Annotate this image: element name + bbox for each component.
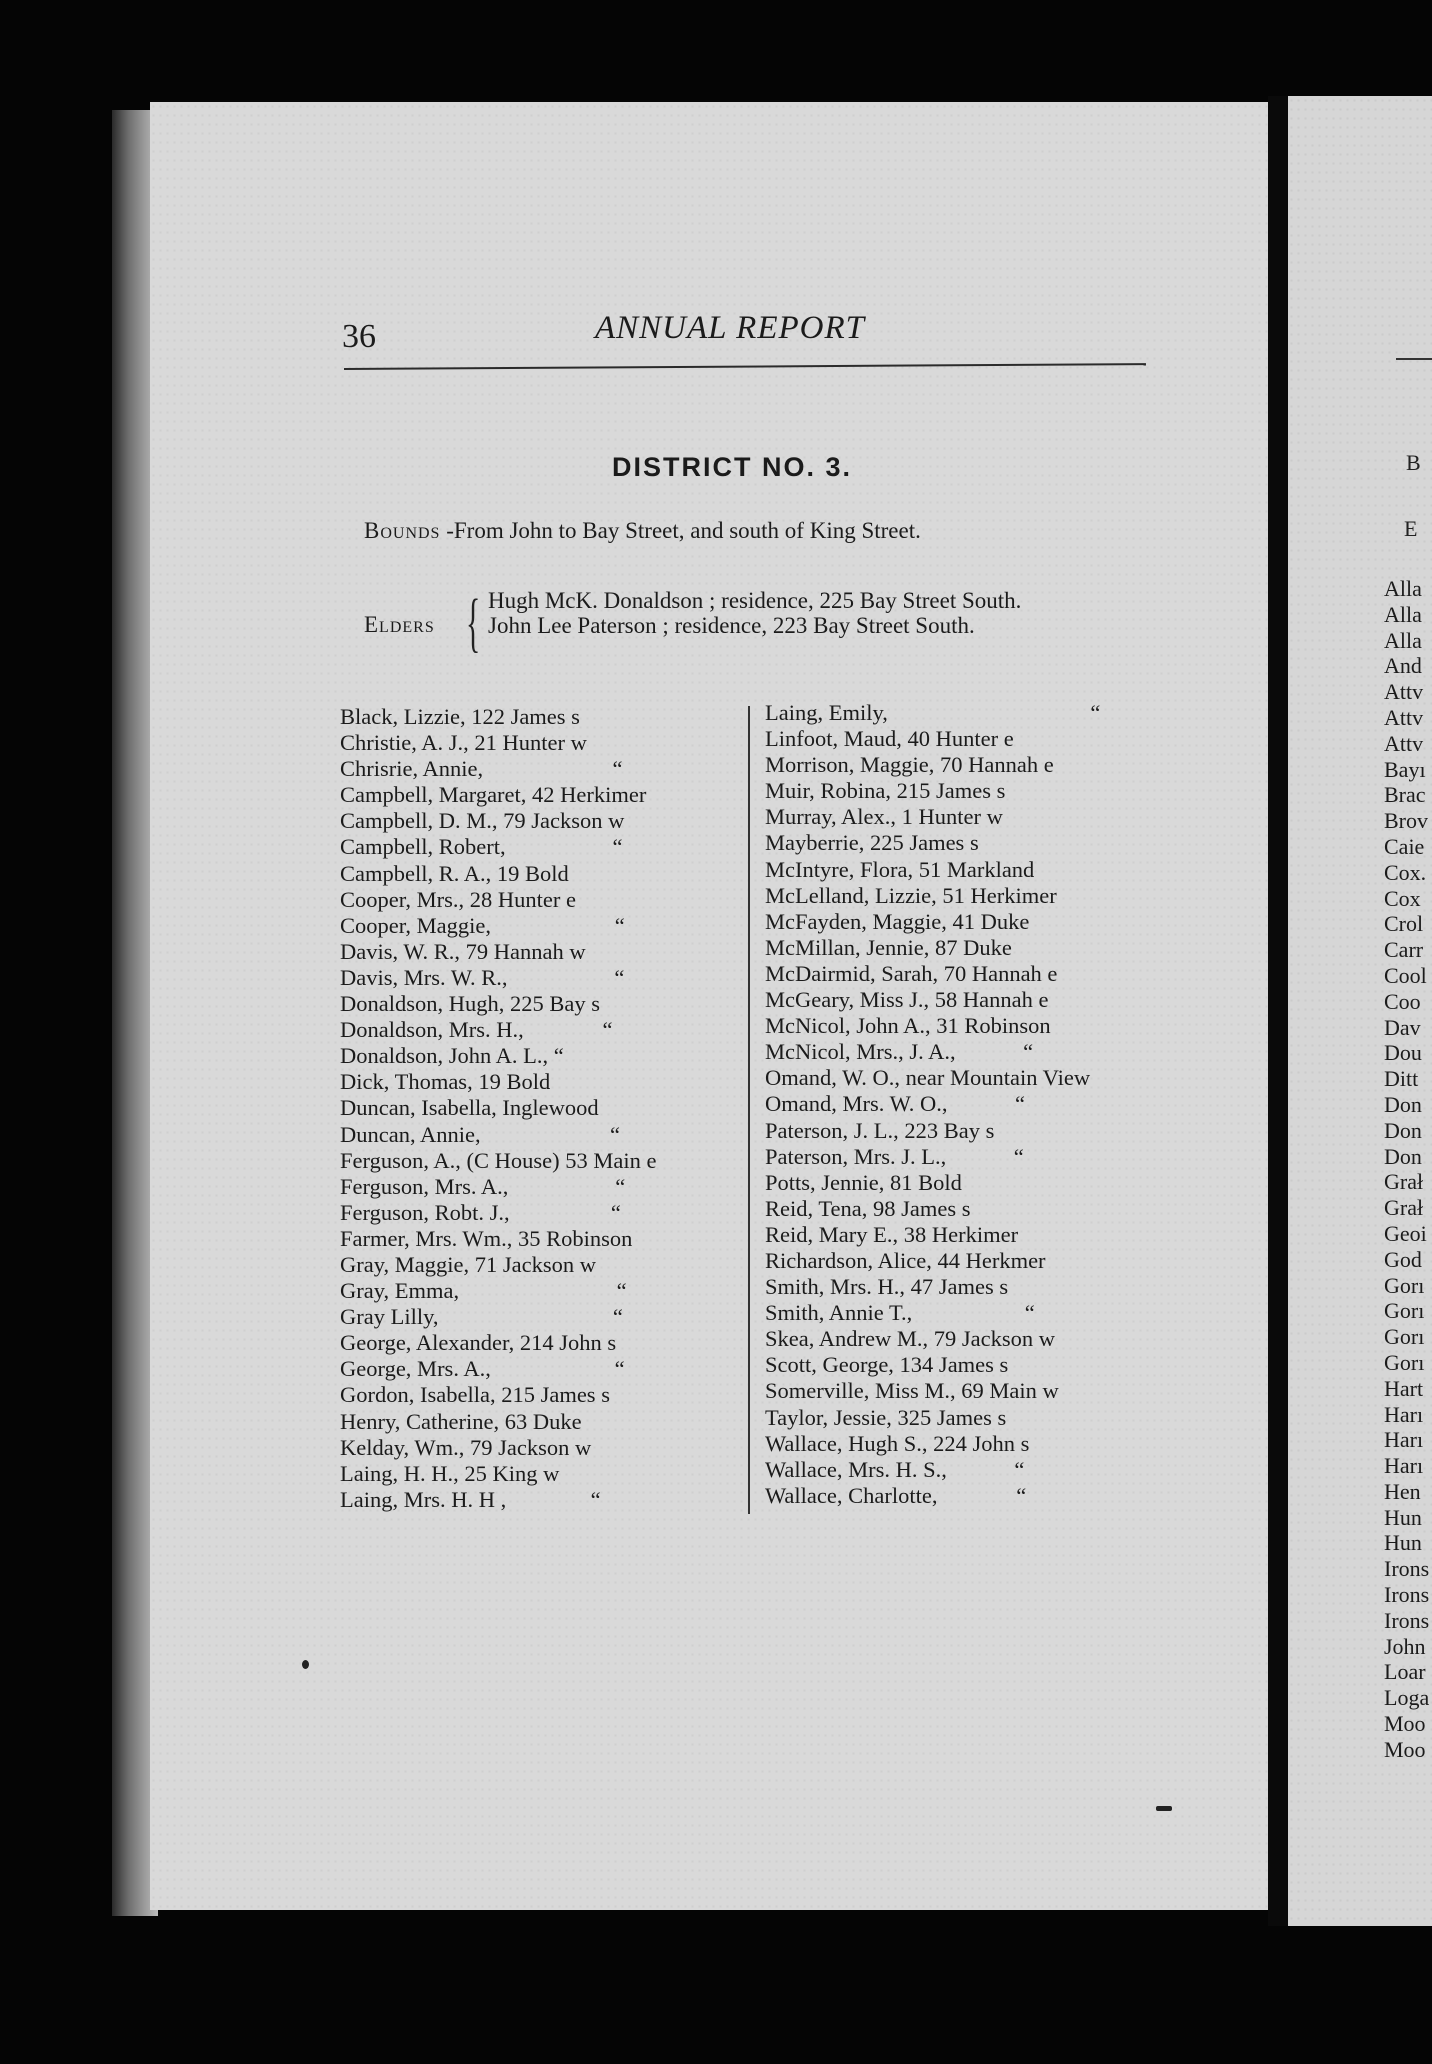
next-page-name-fragment: Irons bbox=[1384, 1607, 1430, 1633]
member-entry: Mayberrie, 225 James s bbox=[765, 830, 979, 856]
member-entry: Omand, Mrs. W. O., “ bbox=[765, 1091, 1025, 1117]
page-number: 36 bbox=[342, 318, 376, 355]
elder-entry: John Lee Paterson ; residence, 223 Bay Street South. bbox=[488, 613, 975, 638]
member-entry: Campbell, R. A., 19 Bold bbox=[340, 860, 569, 886]
member-entry: Murray, Alex., 1 Hunter w bbox=[765, 804, 1003, 830]
member-entry: Dick, Thomas, 19 Bold bbox=[340, 1069, 551, 1095]
member-entry: McGeary, Miss J., 58 Hannah e bbox=[765, 987, 1049, 1013]
next-page-name-fragment: Brac bbox=[1384, 782, 1426, 808]
next-page-name-fragment: Grał bbox=[1384, 1195, 1424, 1221]
member-entry: Wallace, Hugh S., 224 John s bbox=[765, 1430, 1030, 1456]
next-page-name-fragment: Gorı bbox=[1384, 1298, 1425, 1324]
next-page-name-fragment: Hun bbox=[1384, 1530, 1422, 1556]
member-entry: Black, Lizzie, 122 James s bbox=[340, 704, 580, 729]
member-entry: Gordon, Isabella, 215 James s bbox=[340, 1382, 610, 1408]
next-page-names bbox=[1384, 576, 1429, 1763]
member-entry: Somerville, Miss M., 69 Main w bbox=[765, 1378, 1059, 1404]
member-entry: Davis, W. R., 79 Hannah w bbox=[340, 938, 586, 964]
member-entry: Farmer, Mrs. Wm., 35 Robinson bbox=[340, 1225, 633, 1251]
member-entry: Campbell, D. M., 79 Jackson w bbox=[340, 808, 625, 834]
member-entry: Donaldson, Hugh, 225 Bay s bbox=[340, 991, 600, 1017]
member-entry: McNicol, Mrs., J. A., “ bbox=[765, 1039, 1034, 1065]
next-page-name-fragment: Hun bbox=[1384, 1504, 1422, 1530]
next-page-name-fragment: Alla bbox=[1384, 601, 1422, 627]
next-page-name-fragment: Don bbox=[1384, 1117, 1422, 1143]
member-entry: Wallace, Mrs. H. S., “ bbox=[765, 1456, 1025, 1482]
next-page-name-fragment: Ditt bbox=[1384, 1066, 1419, 1092]
member-entry: Muir, Robina, 215 James s bbox=[765, 778, 1006, 804]
member-entry: Linfoot, Maud, 40 Hunter e bbox=[765, 726, 1014, 752]
next-page-name-fragment: Caie bbox=[1384, 833, 1425, 859]
elder-entry: Hugh McK. Donaldson ; residence, 225 Bay Street South. bbox=[488, 588, 1022, 613]
next-page-name-fragment: Irons bbox=[1384, 1556, 1430, 1582]
member-entry: Cooper, Mrs., 28 Hunter e bbox=[340, 886, 576, 912]
member-entry: Smith, Annie T., “ bbox=[765, 1300, 1035, 1326]
next-page-label-letter: E bbox=[1404, 516, 1418, 541]
next-page-name-fragment: Hen bbox=[1384, 1478, 1421, 1504]
next-page-name-fragment: Cool bbox=[1384, 962, 1427, 988]
next-page-heading-letter: B bbox=[1406, 450, 1421, 475]
elders-label: Elders bbox=[364, 612, 435, 637]
next-page-name-fragment: Irons bbox=[1384, 1582, 1430, 1608]
member-entry: Paterson, Mrs. J. L., “ bbox=[765, 1143, 1024, 1169]
member-entry: McFayden, Maggie, 41 Duke bbox=[765, 908, 1030, 934]
member-entry: McNicol, John A., 31 Robinson bbox=[765, 1013, 1051, 1039]
member-entry: McMillan, Jennie, 87 Duke bbox=[765, 934, 1012, 960]
member-entry: Richardson, Alice, 44 Herkmer bbox=[765, 1247, 1046, 1273]
member-entry: Laing, Mrs. H. H , “ bbox=[340, 1486, 601, 1512]
next-page-name-fragment: Don bbox=[1384, 1091, 1422, 1117]
member-entry: Taylor, Jessie, 325 James s bbox=[765, 1404, 1007, 1430]
next-page-name-fragment: Geoi bbox=[1384, 1220, 1427, 1246]
member-entry: Morrison, Maggie, 70 Hannah e bbox=[765, 752, 1054, 778]
next-page-name-fragment: Crol bbox=[1384, 911, 1424, 937]
next-page-name-fragment: Grał bbox=[1384, 1169, 1424, 1195]
member-list-left bbox=[340, 704, 656, 1513]
next-page-name-fragment: Brov bbox=[1384, 808, 1428, 834]
next-page-name-fragment: God bbox=[1384, 1246, 1422, 1272]
next-page-name-fragment: Gorı bbox=[1384, 1272, 1425, 1298]
next-page-name-fragment: John bbox=[1384, 1633, 1426, 1659]
page-mark bbox=[1156, 1806, 1172, 1811]
member-entry: Donaldson, John A. L., “ bbox=[340, 1043, 564, 1069]
member-entry: Laing, Emily, “ bbox=[765, 700, 1101, 725]
member-entry: Potts, Jennie, 81 Bold bbox=[765, 1169, 962, 1195]
elders-brace: { bbox=[466, 586, 481, 659]
next-page-name-fragment: Gorı bbox=[1384, 1324, 1425, 1350]
member-entry: Davis, Mrs. W. R., “ bbox=[340, 964, 625, 990]
member-entry: Kelday, Wm., 79 Jackson w bbox=[340, 1434, 592, 1460]
member-entry: Scott, George, 134 James s bbox=[765, 1352, 1009, 1378]
bounds-label: Bounds bbox=[364, 518, 441, 543]
next-page-name-fragment: Cox bbox=[1384, 885, 1421, 911]
next-page-name-fragment: Alla bbox=[1384, 576, 1422, 601]
member-entry: Ferguson, A., (C House) 53 Main e bbox=[340, 1147, 657, 1173]
next-page-name-fragment: Harı bbox=[1384, 1401, 1424, 1427]
next-page-name-fragment: Gorı bbox=[1384, 1349, 1425, 1375]
member-entry: McDairmid, Sarah, 70 Hannah e bbox=[765, 960, 1058, 986]
next-page-name-fragment: Bayı bbox=[1384, 756, 1426, 782]
next-page-name-fragment: Attv bbox=[1384, 730, 1424, 756]
next-page-name-fragment: Moo bbox=[1384, 1736, 1426, 1762]
bounds-text: -From John to Bay Street, and south of King Street. bbox=[440, 518, 921, 543]
member-entry: Smith, Mrs. H., 47 James s bbox=[765, 1274, 1009, 1300]
next-page-name-fragment: Alla bbox=[1384, 627, 1422, 653]
next-page-name-fragment: Harı bbox=[1384, 1453, 1424, 1479]
member-entry: McLelland, Lizzie, 51 Herkimer bbox=[765, 882, 1057, 908]
member-entry: Donaldson, Mrs. H., “ bbox=[340, 1017, 613, 1043]
book-gutter bbox=[1268, 96, 1288, 1926]
district-title: DISTRICT NO. 3. bbox=[612, 452, 853, 482]
member-entry: Christie, A. J., 21 Hunter w bbox=[340, 730, 587, 756]
member-entry: Skea, Andrew M., 79 Jackson w bbox=[765, 1326, 1055, 1352]
member-entry: McIntyre, Flora, 51 Markland bbox=[765, 856, 1035, 882]
member-entry: Gray Lilly, “ bbox=[340, 1304, 623, 1330]
next-page-name-fragment: Dou bbox=[1384, 1040, 1422, 1066]
next-page-name-fragment: And bbox=[1384, 653, 1422, 679]
next-page-name-fragment: Attv bbox=[1384, 704, 1424, 730]
next-page-name-fragment: Harı bbox=[1384, 1427, 1424, 1453]
member-entry: Chrisrie, Annie, “ bbox=[340, 756, 623, 782]
member-entry: Duncan, Annie, “ bbox=[340, 1121, 620, 1147]
page-right-partial bbox=[1288, 96, 1432, 1926]
member-entry: Gray, Emma, “ bbox=[340, 1278, 627, 1304]
next-page-name-fragment: Dav bbox=[1384, 1014, 1421, 1040]
page-speck bbox=[302, 1660, 309, 1669]
next-page-name-fragment: Attv bbox=[1384, 679, 1424, 705]
member-entry: Omand, W. O., near Mountain View bbox=[765, 1065, 1091, 1091]
next-page-name-fragment: Cox. bbox=[1384, 859, 1427, 885]
next-page-name-fragment: Loar bbox=[1384, 1659, 1426, 1685]
member-entry: George, Mrs. A., “ bbox=[340, 1356, 625, 1382]
next-page-rule bbox=[1396, 358, 1432, 360]
member-entry: Ferguson, Robt. J., “ bbox=[340, 1199, 621, 1225]
column-divider bbox=[748, 706, 750, 1514]
member-entry: Henry, Catherine, 63 Duke bbox=[340, 1408, 582, 1434]
member-entry: Duncan, Isabella, Inglewood bbox=[340, 1095, 599, 1121]
member-entry: George, Alexander, 214 John s bbox=[340, 1330, 617, 1356]
member-entry: Campbell, Margaret, 42 Herkimer bbox=[340, 782, 647, 808]
member-entry: Ferguson, Mrs. A., “ bbox=[340, 1173, 626, 1199]
next-page-name-fragment: Moo bbox=[1384, 1711, 1426, 1737]
member-entry: Paterson, J. L., 223 Bay s bbox=[765, 1117, 995, 1143]
member-entry: Wallace, Charlotte, “ bbox=[765, 1482, 1027, 1508]
member-entry: Gray, Maggie, 71 Jackson w bbox=[340, 1251, 596, 1277]
next-page-name-fragment: Don bbox=[1384, 1143, 1422, 1169]
next-page-name-fragment: Loga bbox=[1384, 1685, 1430, 1711]
member-entry: Reid, Tena, 98 James s bbox=[765, 1195, 971, 1221]
member-entry: Campbell, Robert, “ bbox=[340, 834, 623, 860]
next-page-name-fragment: Carr bbox=[1384, 937, 1424, 963]
member-entry: Reid, Mary E., 38 Herkimer bbox=[765, 1221, 1019, 1247]
next-page-name-fragment: Hart bbox=[1384, 1375, 1424, 1401]
member-list-right bbox=[765, 700, 1100, 1509]
running-head: ANNUAL REPORT bbox=[595, 310, 865, 346]
bounds-line bbox=[364, 518, 921, 544]
member-entry: Laing, H. H., 25 King w bbox=[340, 1460, 560, 1486]
member-entry: Cooper, Maggie, “ bbox=[340, 912, 625, 938]
next-page-name-fragment: Coo bbox=[1384, 988, 1421, 1014]
